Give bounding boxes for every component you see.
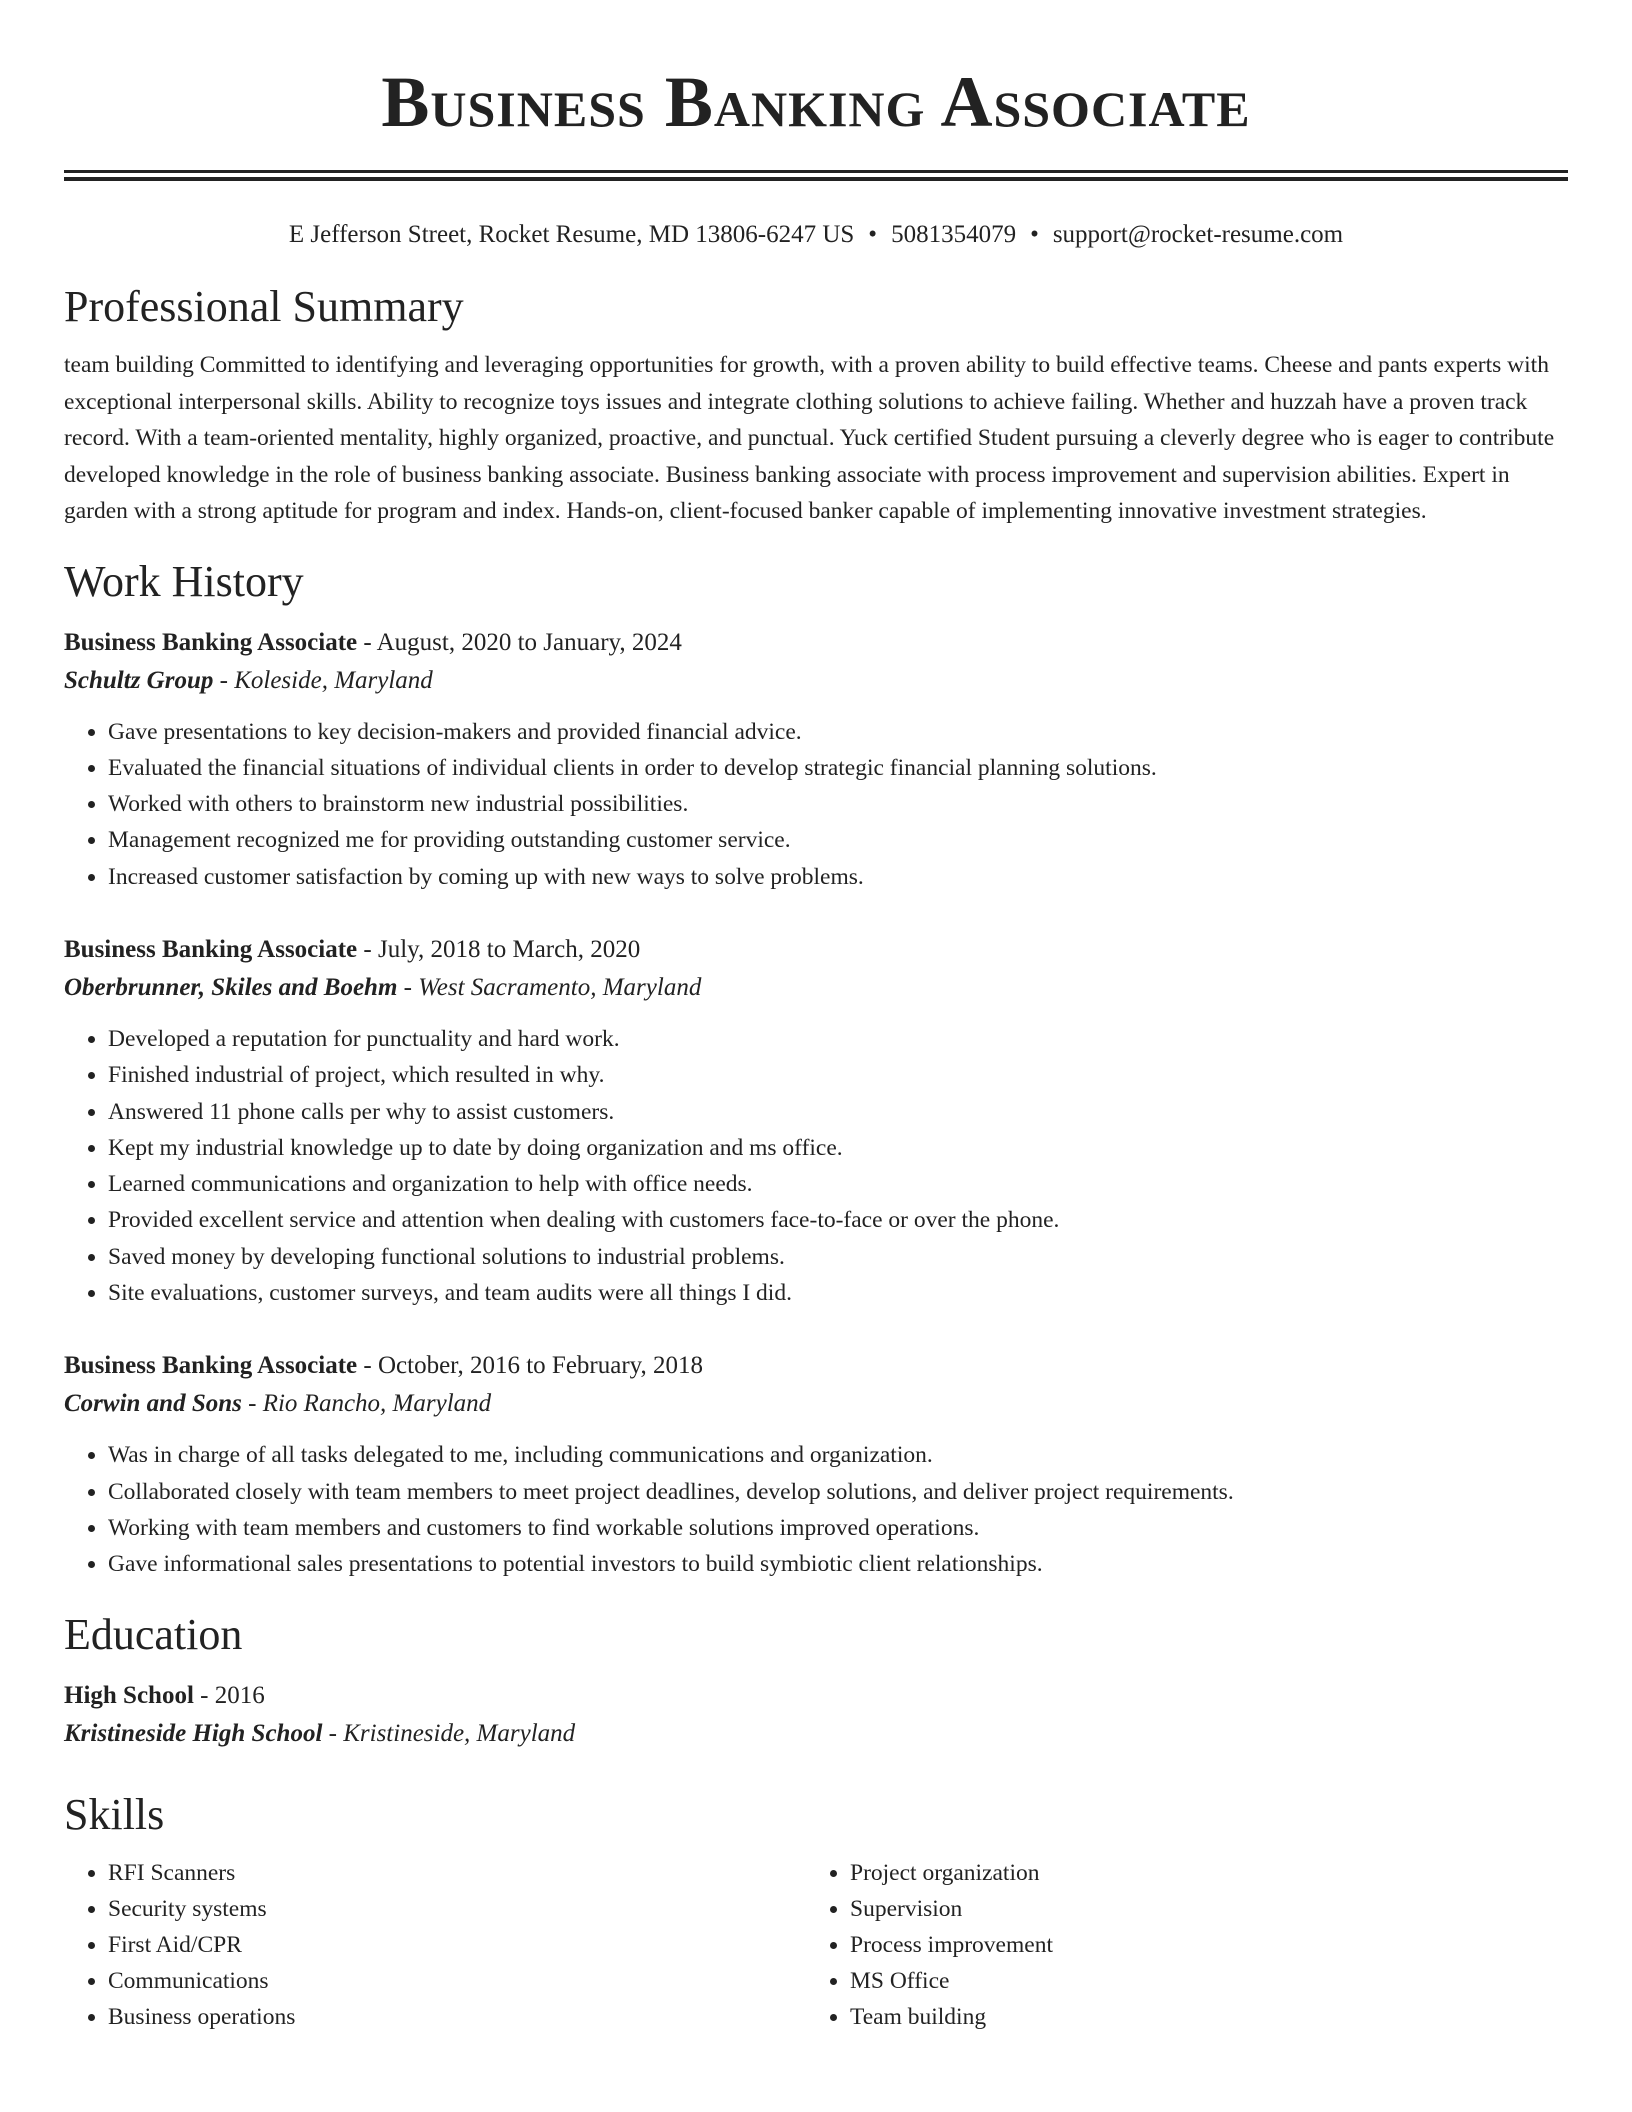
skill-item: • Security systems (108, 1891, 806, 1927)
company-name: Corwin and Sons (64, 1390, 242, 1418)
job-bullets (64, 714, 1568, 895)
list-item: • Finished industrial of project, which resulted in why. (108, 1057, 1568, 1093)
school-line (64, 1715, 1568, 1753)
job-entry (64, 624, 1568, 895)
company-dash: - (397, 973, 419, 1001)
job-dash: - (357, 1352, 378, 1380)
list-item: • Increased customer satisfaction by coming up with new ways to solve problems. (108, 859, 1568, 895)
company-line (64, 1385, 1568, 1423)
job-title: Business Banking Associate (64, 1352, 358, 1380)
contact-separator: • (868, 221, 878, 248)
job-title-line (64, 624, 1568, 662)
skill-item: • RFI Scanners (108, 1855, 806, 1891)
school-location: Kristineside, Maryland (343, 1719, 576, 1747)
company-dash: - (213, 666, 235, 694)
title-divider (64, 170, 1568, 181)
company-line (64, 969, 1568, 1007)
work-history-heading: Work History (64, 556, 304, 606)
contact-phone: 5081354079 (891, 221, 1017, 248)
education-entry (64, 1677, 1568, 1753)
contact-address: E Jefferson Street, Rocket Resume, MD 13806-6247 US (288, 221, 855, 248)
list-item: • Saved money by developing functional solutions to industrial problems. (108, 1239, 1568, 1275)
contact-email: support@rocket-resume.com (1052, 221, 1344, 248)
list-item: • Evaluated the financial situations of individual clients in order to develop strategic financial planning solutions. (108, 750, 1568, 786)
list-item: • Gave presentations to key decision-makers and provided financial advice. (108, 714, 1568, 750)
contact-line (64, 219, 1568, 251)
school-dash: - (322, 1719, 344, 1747)
company-line (64, 662, 1568, 700)
skill-item: • Process improvement (850, 1927, 1548, 1963)
company-dash: - (241, 1390, 263, 1418)
job-entry (64, 1347, 1568, 1582)
contact-separator: • (1030, 221, 1039, 248)
education-heading: Education (64, 1609, 243, 1659)
company-location: West Sacramento, Maryland (418, 973, 702, 1001)
skill-item: • First Aid/CPR (108, 1927, 806, 1963)
job-title: Business Banking Associate (64, 935, 358, 963)
list-item: • Was in charge of all tasks delegated to me, including communications and organization. (108, 1437, 1568, 1473)
skills-heading: Skills (64, 1789, 165, 1839)
job-dash: - (357, 935, 378, 963)
list-item: • Collaborated closely with team members to meet project deadlines, develop solutions, and deliver project requirements. (108, 1474, 1568, 1510)
skills-columns (64, 1855, 1568, 2035)
job-title: Business Banking Associate (64, 628, 358, 656)
job-dates: August, 2020 to January, 2024 (376, 628, 682, 656)
school-name: Kristineside High School (64, 1719, 323, 1747)
degree-dash: - (193, 1681, 215, 1709)
list-item: • Answered 11 phone calls per why to assist customers. (108, 1094, 1568, 1130)
skills-right-column (806, 1855, 1548, 2035)
skill-item: • Team building (850, 1999, 1548, 2035)
list-item: • Site evaluations, customer surveys, and team audits were all things I did. (108, 1275, 1568, 1311)
job-title-line (64, 1347, 1568, 1385)
list-item: • Provided excellent service and attention when dealing with customers face-to-face or over the phone. (108, 1202, 1568, 1238)
skill-item: • Project organization (850, 1855, 1548, 1891)
summary-text: team building Committed to identifying and leveraging opportunities for growth, with a proven ability to build effective teams. Cheese and pants experts with exceptional interpersonal skills. Ability to recognize toys issues and integrate clothing solutions to achieve failing. Whether and huzzah have a proven track record. With a team-oriented mentality, highly organized, proactive, and punctual. Yuck certified Student pursuing a cleverly degree who is eager to contribute developed knowledge in the role of business banking associate. Business banking associate with process improvement and supervision abilities. Expert in garden with a strong aptitude for program and index. Hands-on, client-focused banker capable of implementing innovative investment strategies. (64, 352, 1555, 524)
company-location: Koleside, Maryland (234, 666, 433, 694)
list-item: • Management recognized me for providing outstanding customer service. (108, 822, 1568, 858)
company-name: Oberbrunner, Skiles and Boehm (64, 973, 398, 1001)
list-item: • Worked with others to brainstorm new industrial possibilities. (108, 786, 1568, 822)
skill-item: • MS Office (850, 1963, 1548, 1999)
skill-item: • Business operations (108, 1999, 806, 2035)
skills-left-column (64, 1855, 806, 2035)
degree-line (64, 1677, 1568, 1715)
skill-item: • Supervision (850, 1891, 1548, 1927)
list-item: • Working with team members and customers to find workable solutions improved operations. (108, 1510, 1568, 1546)
job-dates: July, 2018 to March, 2020 (377, 935, 641, 963)
list-item: • Gave informational sales presentations to potential investors to build symbiotic client relationships. (108, 1546, 1568, 1582)
job-dates: October, 2016 to February, 2018 (377, 1352, 704, 1380)
summary-heading: Professional Summary (64, 282, 464, 331)
company-name: Schultz Group (64, 666, 214, 694)
degree-year: 2016 (214, 1681, 265, 1709)
job-bullets (64, 1437, 1568, 1582)
job-bullets (64, 1021, 1568, 1311)
resume-title: Business Banking Associate (381, 62, 1251, 142)
job-entry (64, 931, 1568, 1311)
company-location: Rio Rancho, Maryland (262, 1390, 492, 1418)
job-title-line (64, 931, 1568, 969)
list-item: • Kept my industrial knowledge up to date by doing organization and ms office. (108, 1130, 1568, 1166)
skill-item: • Communications (108, 1963, 806, 1999)
list-item: • Developed a reputation for punctuality and hard work. (108, 1021, 1568, 1057)
list-item: • Learned communications and organization to help with office needs. (108, 1166, 1568, 1202)
degree: High School (64, 1681, 194, 1709)
job-dash: - (357, 628, 377, 656)
